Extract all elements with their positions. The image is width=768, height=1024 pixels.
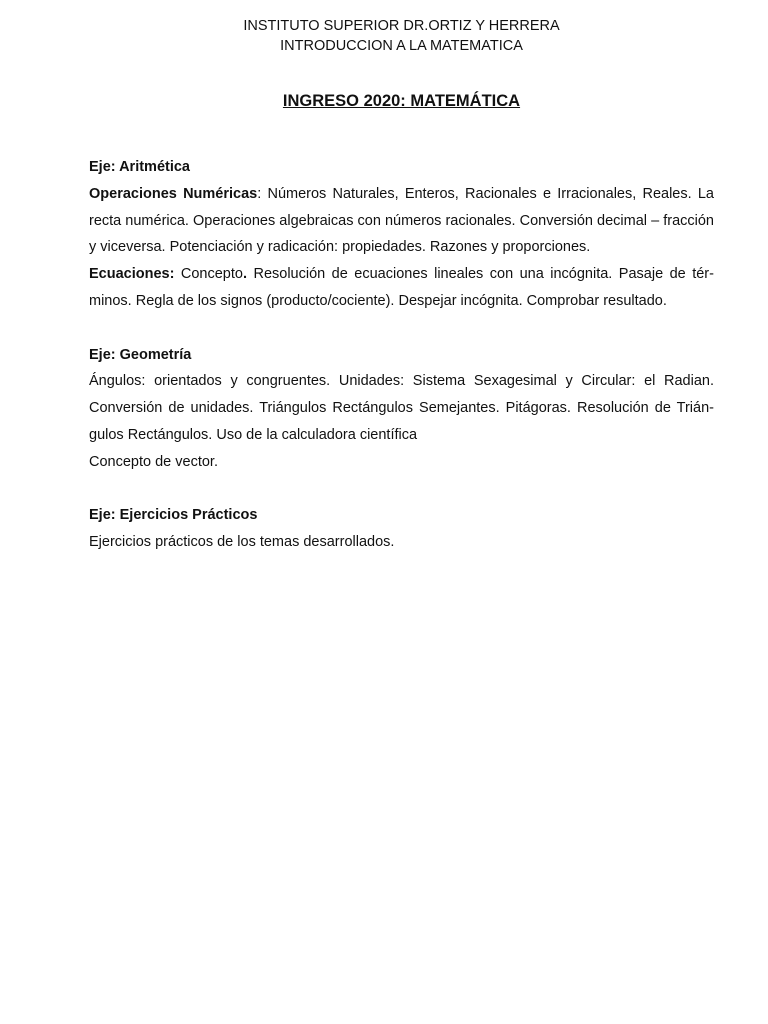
paragraph-operaciones — [89, 181, 714, 261]
document-header — [0, 16, 768, 56]
section-heading-practicos: Eje: Ejercicios Prácticos — [89, 507, 258, 524]
section-heading-geometria: Eje: Geometría — [89, 346, 192, 363]
paragraph-vector: Concepto de vector. — [89, 453, 218, 470]
paragraph-practicos: Ejercicios prácticos de los temas desarrollados. — [89, 534, 395, 551]
institute-name: INSTITUTO SUPERIOR DR.ORTIZ Y HERRERA — [243, 18, 560, 34]
label-ecuaciones: Ecuaciones: — [89, 266, 175, 283]
paragraph-ecuaciones — [89, 261, 714, 315]
label-operaciones: Operaciones Numéricas — [89, 185, 258, 202]
text-operaciones: : Números Naturales, Enteros, Racionales e Irracionales, Reales. La recta numérica. Operaciones algebraicas con números racionales. Conversión decimal – fracción y viceversa. Potenciación y radicación: propiedades. Razones y proporciones. — [89, 185, 714, 256]
text-ecuaciones-concepto: Concepto — [174, 266, 243, 283]
section-heading-aritmetica: Eje: Aritmética — [89, 159, 190, 175]
course-name: INTRODUCCION A LA MATEMATICA — [280, 38, 523, 54]
page-title: INGRESO 2020: MATEMÁTICA — [282, 92, 521, 110]
text-ecuaciones: Resolución de ecuaciones lineales con una incógnita. Pasaje de términos. Regla de los signos (producto/cociente). Despejar incógnita. Comprobar resultado. — [89, 266, 714, 309]
document-body — [89, 154, 714, 556]
text-ecuaciones-dot: . — [242, 266, 247, 283]
paragraph-geometria: Ángulos: orientados y congruentes. Unidades: Sistema Sexagesimal y Circular: el Radian. Conversión de unidades. Triángulos Rectángulos Semejantes. Pitágoras. Resolución de Triángulos Rectángulos. Uso de la calculadora científica — [89, 373, 714, 443]
